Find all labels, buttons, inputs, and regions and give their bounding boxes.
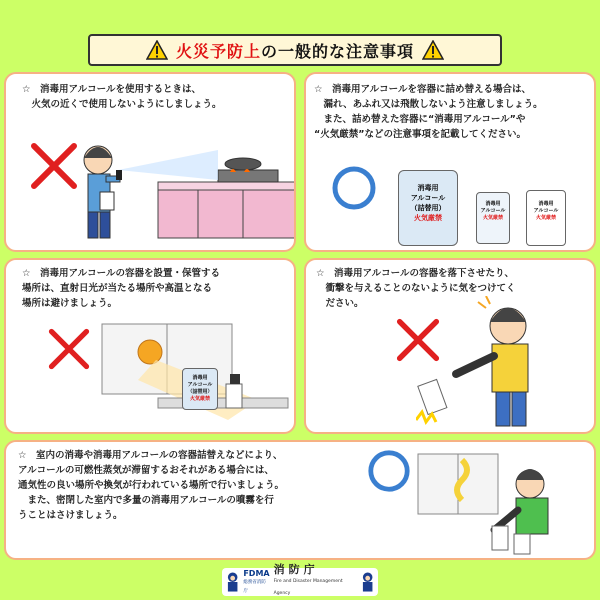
person-spraying-near-stove-illustration xyxy=(78,130,296,250)
agency-footer xyxy=(222,563,378,596)
card-drop-impact xyxy=(304,258,596,434)
card-text: ☆ 消毒用アルコールの容器を落下させたり、 衝撃を与えることのないように気をつけてく ださい。 xyxy=(316,268,516,309)
page-title: 火災予防上の一般的な注意事項 xyxy=(175,41,415,61)
refill-container-illustration: 消毒用 アルコール （詰替用） 火気厳禁 xyxy=(182,368,218,410)
card-text: ☆ 消毒用アルコールを容器に詰め替える場合は、 漏れ、あふれ又は飛散しないよう注意しましょう。 また、詰め替えた容器に“消毒用アルコール”や “火気厳禁”などの注意事項を記載してください。 xyxy=(314,84,543,140)
card-text: ☆ 消毒用アルコールの容器を設置・保管する 場所は、直射日光が当たる場所や高温となる 場所は避けましょう。 xyxy=(22,268,220,309)
card-no-fire-nearby xyxy=(4,72,296,252)
mascot-icon xyxy=(226,571,239,593)
circle-mark-icon xyxy=(330,164,378,212)
agency-name-en: Fire and Disaster Management Agency xyxy=(273,579,343,596)
x-mark-icon xyxy=(48,328,90,370)
card-refill-caution xyxy=(304,72,596,252)
warning-icon xyxy=(146,40,168,60)
ventilated-room-illustration xyxy=(414,450,592,558)
card-text: ☆ 室内の消毒や消毒用アルコールの容器詰替えなどにより、 アルコールの可燃性蒸気が滞留するおそれがある場合には、 通気性の良い場所や換気が行われている場所で行いましょう。 また、密閉した室内で多量の消毒用アルコールの噴霧を行 うことはさけましょう。 xyxy=(18,450,285,521)
card-ventilation xyxy=(4,440,596,560)
agency-name: 消防庁 xyxy=(273,563,319,576)
refill-container-illustration: 消毒用 アルコール （詰替用） 火気厳禁 xyxy=(398,170,458,246)
spray-bottle-illustration: 消毒用 アルコール 火気厳禁 xyxy=(476,192,510,244)
mascot-icon xyxy=(361,571,374,593)
warning-icon xyxy=(422,40,444,60)
spray-bottle-illustration xyxy=(224,372,244,410)
card-storage-location xyxy=(4,258,296,434)
person-dropping-bottle-illustration xyxy=(416,296,592,432)
card-text: ☆ 消毒用アルコールを使用するときは、 火気の近くで使用しないようにしましょう。 xyxy=(22,84,222,110)
x-mark-icon xyxy=(30,142,78,190)
pump-bottle-illustration: 消毒用 アルコール 火気厳禁 xyxy=(526,190,566,246)
title-banner xyxy=(88,34,502,66)
circle-mark-icon xyxy=(366,448,412,494)
fdma-logo: FDMA 総務省消防庁 xyxy=(243,568,270,594)
